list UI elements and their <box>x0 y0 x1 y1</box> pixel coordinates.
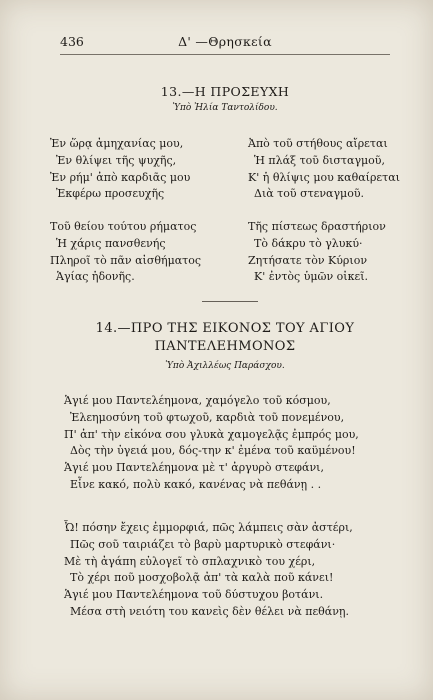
verse-line: Τοῦ θείου τούτου ρήματος <box>50 220 197 233</box>
poem2-author: Ὑπὸ Ἀχιλλέως Παράσχου. <box>165 361 285 371</box>
verse-line: Ἁγιέ μου Παντελέημονα τοῦ δύστυχου βοτάνι. <box>64 588 324 602</box>
verse-line: Ὦ! πόσην ἔχεις ἐμμορφιά, πῶς λάμπεις σὰν ἀστέρι, <box>64 521 353 534</box>
verse-line: Κ' ἐντὸς ὑμῶν οἰκεῖ. <box>254 270 369 284</box>
verse-line: Εἶνε κακό, πολὺ κακό, κανένας νὰ πεθάνῃ . . <box>70 477 322 491</box>
verse-line: Μέσα στὴ νειότη του κανεὶς δὲν θέλει νὰ πεθάνῃ. <box>70 604 349 618</box>
header-rule <box>60 54 390 55</box>
verse-line: Ἀπὸ τοῦ στήθους αἴρεται <box>248 137 388 150</box>
poem1-stanza-1 <box>50 136 190 203</box>
verse-line: Ἡ χάρις πανσθενής <box>56 236 166 250</box>
verse-line: Ἡ πλάξ τοῦ δισταγμοῦ, <box>254 153 385 167</box>
verse-line: Ἁγιέ μου Παντελέημονα μὲ τ' ἀργυρὸ στεφάνι, <box>64 461 324 475</box>
verse-line: Τὸ δάκρυ τὸ γλυκύ· <box>254 236 363 250</box>
poem1-stanza-2 <box>248 136 400 203</box>
verse-line: Ἐν ρήμ' ἀπὸ καρδιᾶς μου <box>50 170 191 184</box>
page-number: 436 <box>60 34 84 49</box>
verse-line: Ἐν ὥρᾳ ἀμηχανίας μου, <box>50 137 184 150</box>
page-header <box>60 34 390 52</box>
verse-line: Ἐν θλίψει τῆς ψυχῆς, <box>56 153 177 167</box>
verse-line: Ἁγιέ μου Παντελέημονα, χαμόγελο τοῦ κόσμου, <box>64 394 331 407</box>
verse-line: Ἐκφέρω προσευχῆς <box>56 187 165 201</box>
verse-line: Μὲ τὴ ἀγάπη εὐλογεῖ τὸ σπλαχνικὸ του χέρι, <box>64 554 316 568</box>
verse-line: Πληροῖ τὸ πᾶν αἰσθήματος <box>50 253 202 267</box>
section-divider <box>202 301 258 302</box>
poem2-title-line-1: 14.—ΠΡΟ ΤΗΣ ΕΙΚΟΝΟΣ ΤΟΥ ΑΓΙΟΥ <box>95 321 355 336</box>
verse-line: Ζητήσατε τὸν Κύριον <box>248 253 368 267</box>
poem1-stanza-3 <box>50 219 201 286</box>
verse-line: Διὰ τοῦ στεναγμοῦ. <box>254 187 365 201</box>
poem2-title <box>60 320 390 356</box>
poem2-stanza-1 <box>64 393 359 494</box>
poem2-stanza-2 <box>64 520 353 621</box>
verse-line: Π' ἀπ' τὴν εἰκόνα σου γλυκὰ χαμογελᾷς ἐμπρός μου, <box>64 427 359 441</box>
verse-line: Ἁγίας ἡδονῆς. <box>56 270 135 284</box>
poem1-title: 13.—Η ΠΡΟΣΕΥΧΗ <box>160 84 290 99</box>
verse-line: Πῶς σοῦ ταιριάζει τὸ βαρὺ μαρτυρικὸ στεφάνι· <box>70 537 336 551</box>
verse-line: Τὸ χέρι ποῦ μοσχοβολᾷ ἀπ' τὰ καλὰ ποῦ κάνει! <box>70 571 334 585</box>
poem1-stanza-4 <box>248 219 386 286</box>
verse-line: Κ' ἡ θλίψις μου καθαίρεται <box>248 170 400 184</box>
verse-line: Ἐλεημοσύνη τοῦ φτωχοῦ, καρδιὰ τοῦ πονεμένου, <box>70 410 345 424</box>
poem2-title-line-2: ΠΑΝΤΕΛΕΗΜΟΝΟΣ <box>154 339 296 354</box>
verse-line: Τῆς πίστεως δραστήριον <box>248 220 386 233</box>
running-head: Δ' —Θρησκεία <box>178 34 272 49</box>
poem1-author: Ὑπὸ Ἠλία Ταντολίδου. <box>172 103 278 113</box>
verse-line: Δὸς τὴν ὑγειά μου, δός-την κ' ἐμένα τοῦ καϋμένου! <box>70 444 356 458</box>
